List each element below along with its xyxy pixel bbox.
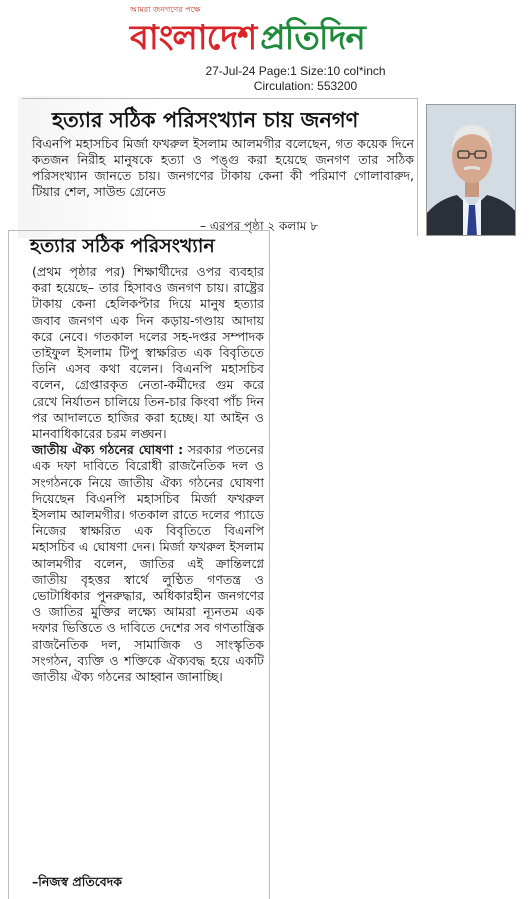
jump-paragraph-1: (প্রথম পৃষ্ঠার পর) শিক্ষার্থীদের ওপর ব্যবহার করা হয়েছে– তার হিসাবও জনগণ চায়। রাষ্ট্রের টাকায় কেনা হেলিকপ্টার দিয়ে মানুষ হত্যার জবাব জনগণ এক দিন কড়ায়-গণ্ডায় আদায় করে নেবে। গতকাল দলের সহ-দপ্তর সম্পাদক তাইফুল ইসলাম টিপু স্বাক্ষরিত এক বিবৃতিতে তিনি এসব কথা বলেন। বিএনপি মহাসচিব বলেন, গ্রেপ্তারকৃত নেতা-কর্মীদের গুম করে রেখে নির্যাতন চালিয়ে তিন-চার কিংবা পাঁচ দিন পর আদালতে হাজির করা হচ্ছে। যা আইন ও মানবাধিকারের চরম লঙ্ঘন। xyxy=(32,264,264,442)
newspaper-logo xyxy=(130,12,365,69)
subhead-national-unity: জাতীয় ঐক্য গঠনের ঘোষণা : xyxy=(32,442,184,458)
masthead xyxy=(0,0,531,64)
jump-paragraph-2-text: সরকার পতনের এক দফা দাবিতে বিরোধী রাজনৈতিক দল ও সংগঠনকে নিয়ে জাতীয় ঐক্য গঠনের ঘোষণা দিয়েছেন বিএনপি মহাসচিব মির্জা ফখরুল ইসলাম আলমগীর। গতকাল রাতে দলের প্যাডে নিজের স্বাক্ষরিত এক বিবৃতিতে বিএনপি মহাসচিব এ ঘোষণা দেন। মির্জা ফখরুল ইসলাম আলমগীর বলেন, জাতির এই ক্রান্তিলগ্নে জাতীয় বৃহত্তর স্বার্থে লুণ্ঠিত গণতন্ত্র ও ভোটাধিকার পুনরুদ্ধার, অধিকারহীন জনগণের ও জাতির মুক্তির লক্ষ্যে আমরা ন্যূনতম এক দফার ভিত্তিতে ও দাবিতে দেশের সব গণতান্ত্রিক রাজনৈতিক দল, সামাজিক ও সাংস্কৃতিক সংগঠন, ব্যক্তি ও শক্তিকে ঐক্যবদ্ধ হয়ে একটি জাতীয় ঐক্য গঠনের আহ্বান জানাচ্ছি। xyxy=(32,442,264,685)
portrait-photo xyxy=(426,104,516,236)
lead-paragraph: বিএনপি মহাসচিব মির্জা ফখরুল ইসলাম আলমগীর বলেছেন, গত কয়েক দিনে কতজন নিরীহ মানুষকে হত্যা ও পঙ্গু করা হয়েছে জনগণ তার সঠিক পরিসংখ্যান জানতে চায়। জনগণের টাকায় কেনা কী পরিমাণ গোলাবারুদ, টিয়ার শেল, সাউন্ড গ্রেনেড xyxy=(32,136,414,199)
clipping-info: 27-Jul-24 Page:1 Size:10 col*inch xyxy=(205,64,386,78)
portrait-photo-icon xyxy=(427,105,516,236)
lead-headline: হত্যার সঠিক পরিসংখ্যান চায় জনগণ xyxy=(52,108,359,132)
jump-headline: হত্যার সঠিক পরিসংখ্যান xyxy=(30,235,215,257)
jump-paragraph-2 xyxy=(32,442,264,685)
masthead-tagline: আমরা জনগণের পক্ষে xyxy=(130,5,201,14)
logo-part-bangladesh: বাংলাদেশ xyxy=(130,18,257,58)
continuation-note: – এরপর পৃষ্ঠা ২ কলাম ৮ xyxy=(200,219,319,233)
jump-body xyxy=(32,264,264,685)
byline: –নিজস্ব প্রতিবেদক xyxy=(32,874,123,889)
circulation-info: Circulation: 553200 xyxy=(253,79,358,93)
logo-part-protidin: প্রতিদিন xyxy=(260,18,365,58)
